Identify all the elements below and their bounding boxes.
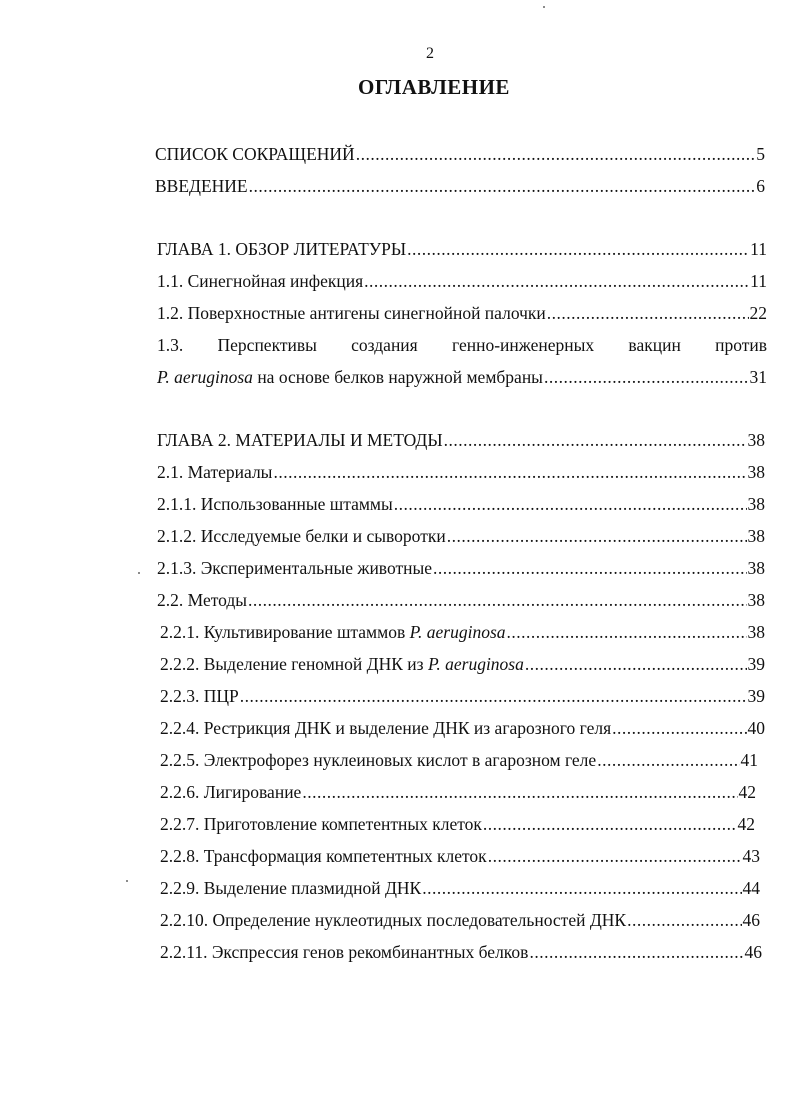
dot-leader: [433, 557, 746, 579]
toc-page-number: 38: [747, 622, 765, 642]
toc-page-number: 42: [738, 782, 756, 802]
dot-leader: [525, 653, 747, 675]
toc-label-text: 2.2.2. Выделение геномной ДНК из: [160, 654, 428, 674]
toc-page-number: 46: [744, 942, 762, 962]
toc-word: вакцин: [628, 335, 681, 355]
toc-entry-2-1-1[interactable]: [157, 493, 765, 515]
toc-page-number: 41: [740, 750, 758, 770]
toc-label: 2.1.3. Экспериментальные животные: [157, 558, 433, 578]
toc-label-text: 2.2.1. Культивирование штаммов: [160, 622, 410, 642]
dot-leader: [364, 270, 749, 292]
dot-leader: [273, 461, 746, 483]
toc-entry-2-2[interactable]: [157, 589, 765, 611]
toc-entry-2-2-3[interactable]: [160, 685, 765, 707]
toc-page-number: 38: [747, 558, 765, 578]
toc-entry-2-2-8[interactable]: [160, 845, 760, 867]
toc-label: ГЛАВА 1. ОБЗОР ЛИТЕРАТУРЫ: [157, 239, 407, 259]
toc-page-number: 39: [747, 654, 765, 674]
dot-leader: [612, 717, 746, 739]
toc-entry-2-2-7[interactable]: [160, 813, 755, 835]
toc-label: 2.2.10. Определение нуклеотидных последовательностей ДНК: [160, 910, 627, 930]
species-name: P. aeruginosa: [427, 654, 524, 674]
toc-entry-2-2-4[interactable]: [160, 717, 765, 739]
toc-entry-2-2-11[interactable]: [160, 941, 762, 963]
toc-label: [157, 366, 543, 388]
toc-word: 1.3.: [157, 335, 184, 355]
toc-page-number: 42: [737, 814, 755, 834]
scan-speck: [138, 572, 140, 574]
dot-leader: [447, 525, 747, 547]
dot-leader: [488, 845, 742, 867]
toc-page-number: 43: [742, 846, 760, 866]
toc-page-number: 40: [747, 718, 765, 738]
toc-page-number: 22: [749, 303, 767, 323]
toc-page-number: 5: [756, 144, 765, 164]
species-name: P. aeruginosa: [409, 622, 506, 642]
toc-word: против: [715, 335, 767, 355]
toc-label: 2.2.7. Приготовление компетентных клеток: [160, 814, 482, 834]
scan-speck: [126, 880, 128, 882]
toc-label: ГЛАВА 2. МАТЕРИАЛЫ И МЕТОДЫ: [157, 430, 443, 450]
dot-leader: [529, 941, 743, 963]
toc-label: 2.2.11. Экспрессия генов рекомбинантных белков: [160, 942, 529, 962]
toc-entry-chapter-2[interactable]: [157, 429, 765, 451]
toc-entry-2-2-2[interactable]: [160, 653, 765, 675]
toc-entry-1-3-line-1[interactable]: [157, 334, 767, 356]
dot-leader: [547, 302, 749, 324]
toc-entry-2-2-6[interactable]: [160, 781, 756, 803]
toc-entry-2-1[interactable]: [157, 461, 765, 483]
toc-entry-1-1[interactable]: [157, 270, 767, 292]
toc-label: 2.1.2. Исследуемые белки и сыворотки: [157, 526, 446, 546]
toc-page-number: 46: [742, 910, 760, 930]
dot-leader: [248, 589, 746, 611]
toc-entry-2-1-2[interactable]: [157, 525, 765, 547]
toc-page-number: 11: [750, 239, 767, 259]
dot-leader: [597, 749, 739, 771]
toc-label: 2.2.4. Рестрикция ДНК и выделение ДНК из агарозного геля: [160, 718, 612, 738]
page-title: ОГЛАВЛЕНИЕ: [358, 75, 510, 99]
toc-entry-2-1-3[interactable]: [157, 557, 765, 579]
toc-entry-2-2-10[interactable]: [160, 909, 760, 931]
toc-label: 2.1.1. Использованные штаммы: [157, 494, 393, 514]
toc-page-number: 31: [749, 367, 767, 387]
dot-leader: [507, 621, 747, 643]
dot-leader: [302, 781, 737, 803]
toc-label: 1.1. Синегнойная инфекция: [157, 271, 364, 291]
toc-entry-2-2-1[interactable]: [160, 621, 765, 643]
toc-page-number: 39: [747, 686, 765, 706]
toc-label: 2.1. Материалы: [157, 462, 273, 482]
toc-word: генно-инженерных: [452, 335, 595, 355]
page-number: 2: [426, 45, 434, 62]
dot-leader: [394, 493, 747, 515]
dot-leader: [627, 909, 741, 931]
toc-page-number: 44: [742, 878, 760, 898]
toc-entry-2-2-9[interactable]: [160, 877, 760, 899]
toc-word: создания: [351, 335, 418, 355]
toc-label: 2.2.3. ПЦР: [160, 686, 239, 706]
toc-word: Перспективы: [217, 335, 317, 355]
toc-entry-abbreviations[interactable]: [155, 143, 765, 165]
dot-leader: [444, 429, 747, 451]
toc-entry-2-2-5[interactable]: [160, 749, 758, 771]
species-name: P. aeruginosa: [157, 367, 253, 387]
toc-page-number: 6: [756, 176, 765, 196]
toc-entry-1-2[interactable]: [157, 302, 767, 324]
toc-page-number: 38: [747, 462, 765, 482]
dot-leader: [407, 238, 749, 260]
toc-label: [160, 653, 524, 675]
toc-entry-chapter-1[interactable]: [157, 238, 767, 260]
toc-label: [160, 621, 506, 643]
dot-leader: [544, 366, 749, 388]
dot-leader: [483, 813, 737, 835]
toc-label: 2.2.5. Электрофорез нуклеиновых кислот в агарозном геле: [160, 750, 597, 770]
toc-page-number: 38: [747, 494, 765, 514]
toc-label: ВВЕДЕНИЕ: [155, 176, 248, 196]
dot-leader: [249, 175, 756, 197]
dot-leader: [356, 143, 756, 165]
toc-label: 2.2.8. Трансформация компетентных клеток: [160, 846, 487, 866]
dot-leader: [422, 877, 741, 899]
toc-page-number: 38: [747, 590, 765, 610]
toc-label: 2.2.6. Лигирование: [160, 782, 302, 802]
dot-leader: [240, 685, 747, 707]
toc-label: 1.2. Поверхностные антигены синегнойной палочки: [157, 303, 546, 323]
toc-label: СПИСОК СОКРАЩЕНИЙ: [155, 144, 355, 164]
toc-label: 2.2.9. Выделение плазмидной ДНК: [160, 878, 422, 898]
toc-entry-introduction[interactable]: [155, 175, 765, 197]
toc-page-number: 38: [747, 430, 765, 450]
scan-speck: [543, 6, 545, 8]
toc-entry-1-3-line-2[interactable]: [157, 366, 767, 388]
toc-label-rest: на основе белков наружной мембраны: [252, 367, 543, 387]
toc-page-number: 38: [747, 526, 765, 546]
toc-label: 2.2. Методы: [157, 590, 248, 610]
toc-page-number: 11: [750, 271, 767, 291]
